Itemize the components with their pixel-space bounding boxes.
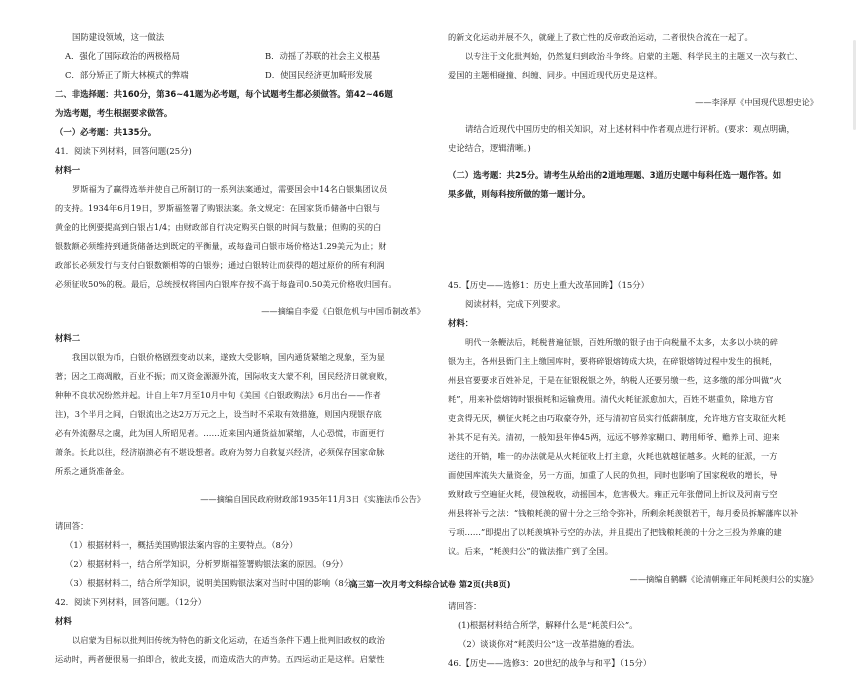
q45-material-line: 吏贪得无厌，横征火耗之由巧取豪夺外，还与清初官员实行低薪制度，允许地方官支取征火耗 (448, 413, 786, 424)
q45-sub-question-2: （2）谈谈你对“耗羡归公”这一改革措施的看法。 (458, 638, 640, 649)
material-2-line: 注)，3个半月之间，白银流出之达2万万元之上，设当时不采取有效措施，则国内现银存底 (55, 409, 382, 420)
material-2-source: ——摘编自国民政府财政部1935年11月3日《实施法币公告》 (200, 493, 425, 504)
option-a: A．强化了国际政治的两极格局 (65, 51, 180, 61)
q45-material-line: 补其不足有关。清初，一般知县年俸45两，远远不够养家糊口、聘用师爷、赡养上司、迎来 (448, 432, 780, 443)
question-46: 46.【历史——选修3：20世纪的战争与和平】（15分） (448, 657, 652, 668)
q45-material-line: 送往的开销，唯一的办法就是从火耗征收上打主意，火耗也就越征越多。火耗的征派，一方 (448, 451, 778, 462)
sub-question-1: （1）根据材料一，概括美国购银法案内容的主要特点。（8分） (65, 539, 298, 550)
q45-material-line: 亏项……”即提出了以耗羡填补亏空的办法，并且提出了把钱粮耗羡的十分之三投为养廉的建 (448, 527, 782, 538)
options-row-1 (55, 47, 425, 66)
elective-heading-cont: 果多做，则每科按所做的第一题计分。 (448, 189, 591, 200)
scrollbar-thumb[interactable] (853, 40, 856, 130)
right-column (448, 28, 818, 673)
material-1-line: 政部长必须发行与支付白银数额相等的白银券；通过白银转让而获得的超过原价的所有利润 (55, 260, 385, 270)
required-heading: （一）必考题：共135分。 (55, 127, 157, 137)
material-cont-line: 爱国的主题相碰撞、纠缠、同步。中国近现代历史是这样。 (448, 70, 663, 80)
q45-answer-prompt: 请回答： (448, 600, 482, 611)
material-2-line: 种种不良状况纷然并起。计自上年7月至10月中旬《美国《白银政购法》6月出台——作者 (55, 390, 381, 401)
q45-sub-question-1: (1)根据材料结合所学，解释什么是“耗羡归公”。 (458, 619, 638, 630)
material-cont-line: 的新文化运动并展不久，就碰上了救亡性的反帝政治运动，二者很快合流在一起了。 (448, 32, 753, 42)
question-45-material (448, 333, 818, 561)
material-2-line: 所系之通货准备金。 (55, 466, 130, 477)
q45-material-line: 议。后来，“耗羡归公”的做法推广到了全国。 (448, 546, 613, 557)
option-c: C．部分矫正了斯大林模式的弊端 (65, 70, 189, 80)
q45-material-line: 州县将补亏之法：“钱粮耗羡的留十分之三给令弥补，所剩余耗羡银若干，每月委员拆解藩库以补 (448, 508, 799, 519)
elective-heading: （二）选考题：共25分。请考生从给出的2道地理题、3道历史题中每科任选一题作答。如 (448, 170, 782, 181)
question-41: 41．阅读下列材料，回答问题(25分) (55, 146, 192, 156)
option-b: B．动摇了苏联的社会主义根基 (265, 51, 381, 61)
material-1-line: 的支持。1934年6月19日，罗斯福签署了购银法案。条文规定：在国家货币储备中白银与 (55, 203, 381, 213)
material-1-line: 黄金的比例要提高到白银占1/4；由财政部自行决定购买白银的时间与数量；但购的买的白 (55, 222, 382, 232)
material-label: 材料 (55, 615, 72, 626)
material-cont-line: 以专注于文化批判始，仍然复归到政治斗争终。启蒙的主题、科学民主的主题又一次与救亡、 (465, 51, 803, 61)
question-45-instruction: 阅读材料，完成下列要求。 (465, 299, 566, 310)
material-2-line: 我国以银为币，白银价格剧烈变动以来，遂致大受影响，国内通货紧缩之现象，至为显 (72, 352, 386, 363)
sub-question-2: （2）根据材料一，结合所学知识，分析罗斯福签署购银法案的原因。（9分） (65, 558, 348, 569)
q45-source: ——摘编自鹤麟《论清朝雍正年间耗羡归公的实施》 (629, 573, 818, 584)
material-source: ——李泽厚《中国现代思想史论》 (695, 97, 818, 108)
question-tail: 国防建设领域，这一做法 (72, 32, 165, 42)
answer-prompt: 请回答： (55, 520, 89, 531)
q45-material-line: 耗”，用来补偿熔铸时银损耗和运输费用。清代火耗征派愈加大，百姓不堪重负，除地方官 (448, 394, 774, 405)
material-line: 以启蒙为目标以批判旧传统为特色的新文化运动，在适当条件下遇上批判旧政权的政治 (72, 634, 386, 645)
sub-question-3: （3）根据材料二，结合所学知识，说明美国购银法案对当时中国的影响（8分） (65, 577, 361, 588)
task-line: 请结合近现代中国历史的相关知识，对上述材料中作者观点进行评析。(要求：观点明确， (465, 124, 795, 135)
material-1-line: 必须征收50%的税。最后，总统授权将国内白银库存按不高于每盎司0.50美元价格收归国有。 (55, 279, 397, 289)
question-42: 42．阅读下列材料，回答问题。（12分） (55, 596, 207, 607)
q45-material-line: 银为主，各州县衙门主上缴国库时，要将碎银熔铸成大块，在碎银熔铸过程中发生的损耗， (448, 356, 778, 367)
material-1-text (55, 180, 425, 294)
material-2-line: 必有外流罄尽之虞，此为国人所昭见者。……近来国内通货益加紧缩，人心恐慌，市面更行 (55, 428, 385, 439)
options-row-2 (55, 66, 425, 85)
material-1-line: 罗斯福为了赢得选举并使自己所制订的一系列法案通过，需要国会中14名白银集团议员 (72, 184, 388, 194)
q45-material-line: 州县官要要求百姓补足，于是在征银税银之外，纳税人还要另缴一些，这多缴的部分叫做“火 (448, 375, 782, 386)
material-line: 运动时，两者便很易一拍即合，彼此支援，而造成浩大的声势。五四运动正是这样。启蒙性 (55, 653, 385, 664)
material-2-line: 萧条。长此以往，经济崩溃必有不堪设想者。政府为努力自救复兴经济，必须保存国家命脉 (55, 447, 385, 458)
q45-material-line: 面使国库流失大量资金，另一方面，加重了人民的负担，同时也影响了国家税收的增长，导 (448, 470, 778, 481)
left-column (55, 28, 425, 669)
option-d: D．使国民经济更加畸形发展 (265, 70, 373, 80)
section-2-heading-cont: 为选考题，考生根据要求做答。 (55, 108, 173, 118)
section-2-heading: 二、非选择题：共160分，第36~41题为必考题，每个试题考生都必须做答。第42~46题 (55, 89, 393, 99)
question-45: 45.【历史——选修1：历史上重大改革回眸】（15分） (448, 280, 649, 291)
material-1-source: ——摘编自李爱《白银危机与中国币制改革》 (261, 306, 425, 317)
page-footer: 高三第一次月考文科综合试卷 第2页(共8页) (349, 579, 511, 589)
material-1-label: 材料一 (55, 165, 81, 175)
material-2-label: 材料二 (55, 333, 81, 344)
task-line: 史论结合，逻辑清晰。) (448, 143, 531, 154)
q45-material-line: 致财政亏空遍征火耗，侵蚀税收，动摇国本，危害极大。雍正元年张僧同上折议及河南亏空 (448, 489, 778, 500)
material-1-line: 银数额必须维持到通货储备达到既定的平衡量，或每盎司白银市场价格达1.29美元为止；财 (55, 241, 387, 251)
material-2-text (55, 348, 425, 481)
material-2-line: 著；因之工商凋敝，百业不振；而又资金源源外流，国际收支大蒙不利，国民经济日就衰败， (55, 371, 393, 382)
q45-material-line: 明代一条鞭法后，耗税普遍征银，百姓所缴的银子由于向税量不太多，太多以小块的碎 (465, 337, 779, 348)
question-45-material-label: 材料： (448, 318, 474, 329)
